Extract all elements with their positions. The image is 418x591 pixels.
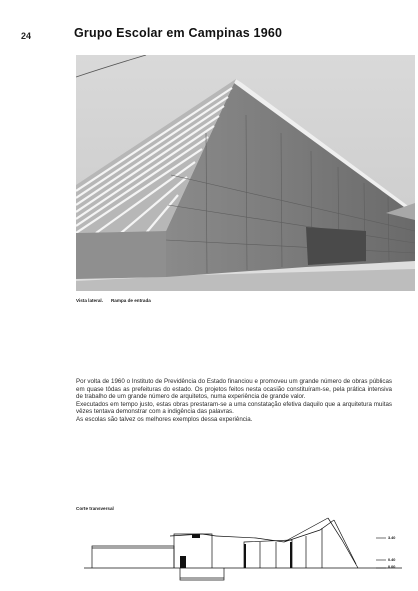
building-photo [76,55,415,291]
page-number: 24 [21,31,32,41]
photo-caption [76,298,151,303]
paragraph: Executados em tempo justo, estas obras prestaram-se a uma constatação efetiva daquilo que a arquitetura muitas vêzes tentava demonstrar com a indigência das palavras. [76,400,392,416]
level-label-top: 3.40 [388,536,396,540]
paragraph: As escolas são talvez os melhores exemplos dessa experiência. [76,415,253,423]
paragraph: Por volta de 1960 o Instituto de Previdência do Estado financiou e promoveu um grande número de obras públicas em quase tôdas as prefeituras do estado. Os projetos feitos nesta ocasião constituíram-se, pela prática intensiva de trabalho de um grande número de arquitetos, numa experiência de grande valor. [76,378,392,401]
section-label: Corte transversal [76,506,114,511]
cross-section-drawing [84,512,402,584]
level-label-ground: 0.00 [388,565,396,569]
level-label-middle: 0.40 [388,558,396,562]
caption-ramp: Rampa de entrada [110,298,151,303]
page-title: Grupo Escolar em Campinas 1960 [74,26,283,40]
body-text [76,378,392,424]
caption-view: Vista lateral. [76,298,103,303]
